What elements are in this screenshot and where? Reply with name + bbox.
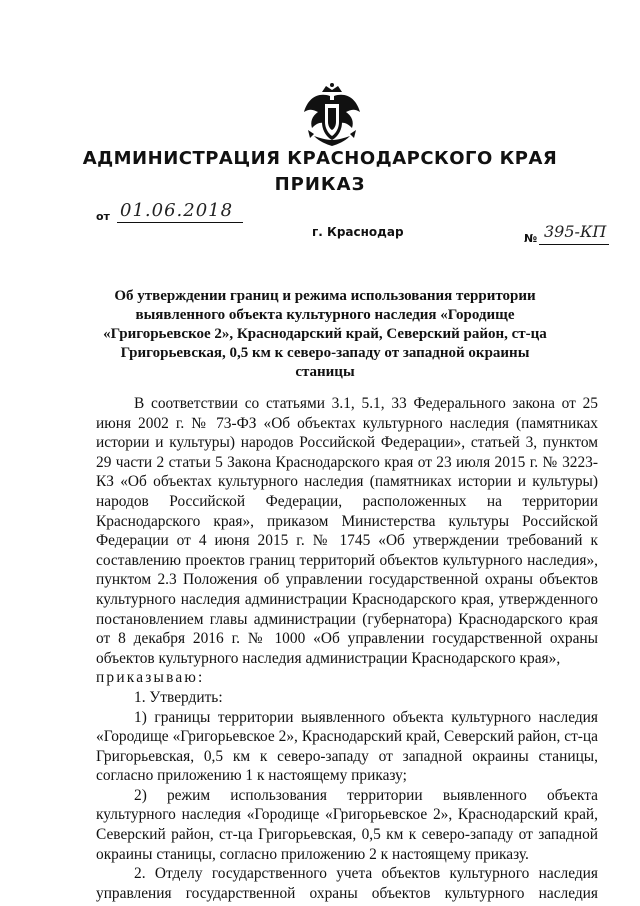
order-word: приказываю: [96, 669, 205, 687]
item-1-subitem-2: 2) режим использования территории выявленного объекта культурного наследия «Городище «Григорьевское 2», Краснодарский край, Северский район, ст-ца Григорьевская, 0,5 км к северо-западу от западной окраины станицы, согласно приложению 2 к настоящему приказу. [96, 786, 598, 863]
city-label: г. Краснодар [312, 225, 404, 239]
item-2: 2. Отделу государственного учета объектов культурного наследия управления государственной охраны объектов культурного наследия [96, 865, 598, 902]
number-handwritten: 395-КП [544, 222, 607, 241]
org-title: АДМИНИСТРАЦИЯ КРАСНОДАРСКОГО КРАЯ [82, 148, 558, 169]
doc-type-title: ПРИКАЗ [274, 174, 366, 195]
item-1-subitem-1: 1) границы территории выявленного объекта культурного наследия «Городище «Григорьевское 2», Краснодарский край, Северский район, ст-ца Григорьевская, 0,5 км к северо-западу от западной окраины станицы, согласно приложению 1 к настоящему приказу; [96, 708, 598, 785]
item-1: 1. Утвердить: [134, 688, 223, 706]
date-label: от [96, 210, 110, 223]
number-label: № [524, 232, 538, 245]
date-underline [117, 222, 243, 223]
date-handwritten: 01.06.2018 [120, 200, 234, 221]
order-subject: Об утверждении границ и режима использования территории выявленного объекта культурного наследия «Городище «Григорьевское 2», Краснодарский край, Северский район, ст-ца Григорьевская, 0,5 км к северо-западу от западной окраины станицы [103, 288, 547, 380]
number-underline [539, 244, 609, 245]
preamble-paragraph: В соответствии со статьями 3.1, 5.1, 33 Федерального закона от 25 июня 2002 г. № 73-ФЗ «Об объектах культурного наследия (памятниках истории и культуры) народов Российской Федерации», статьей 3, пунктом 29 части 2 статьи 5 Закона Краснодарского края от 23 июля 2015 г. № 3223-КЗ «Об объектах культурного наследия (памятниках истории и культуры) народов Российской Федерации, расположенных на территории Краснодарского края», приказом Министерства культуры Российской Федерации от 4 июня 2015 г. № 1745 «Об утверждении требований к составлению проектов границ территорий объектов культурного наследия», пунктом 2.3 Положения об управлении государственной охраны объектов культурного наследия администрации Краснодарского края, утвержденного постановлением главы администрации (губернатора) Краснодарского края от 8 декабря 2016 г. № 1000 «Об управлении государственной охраны объектов культурного наследия администрации Краснодарского края», [96, 395, 598, 667]
order-body [96, 394, 598, 903]
coat-of-arms-icon [300, 82, 364, 148]
